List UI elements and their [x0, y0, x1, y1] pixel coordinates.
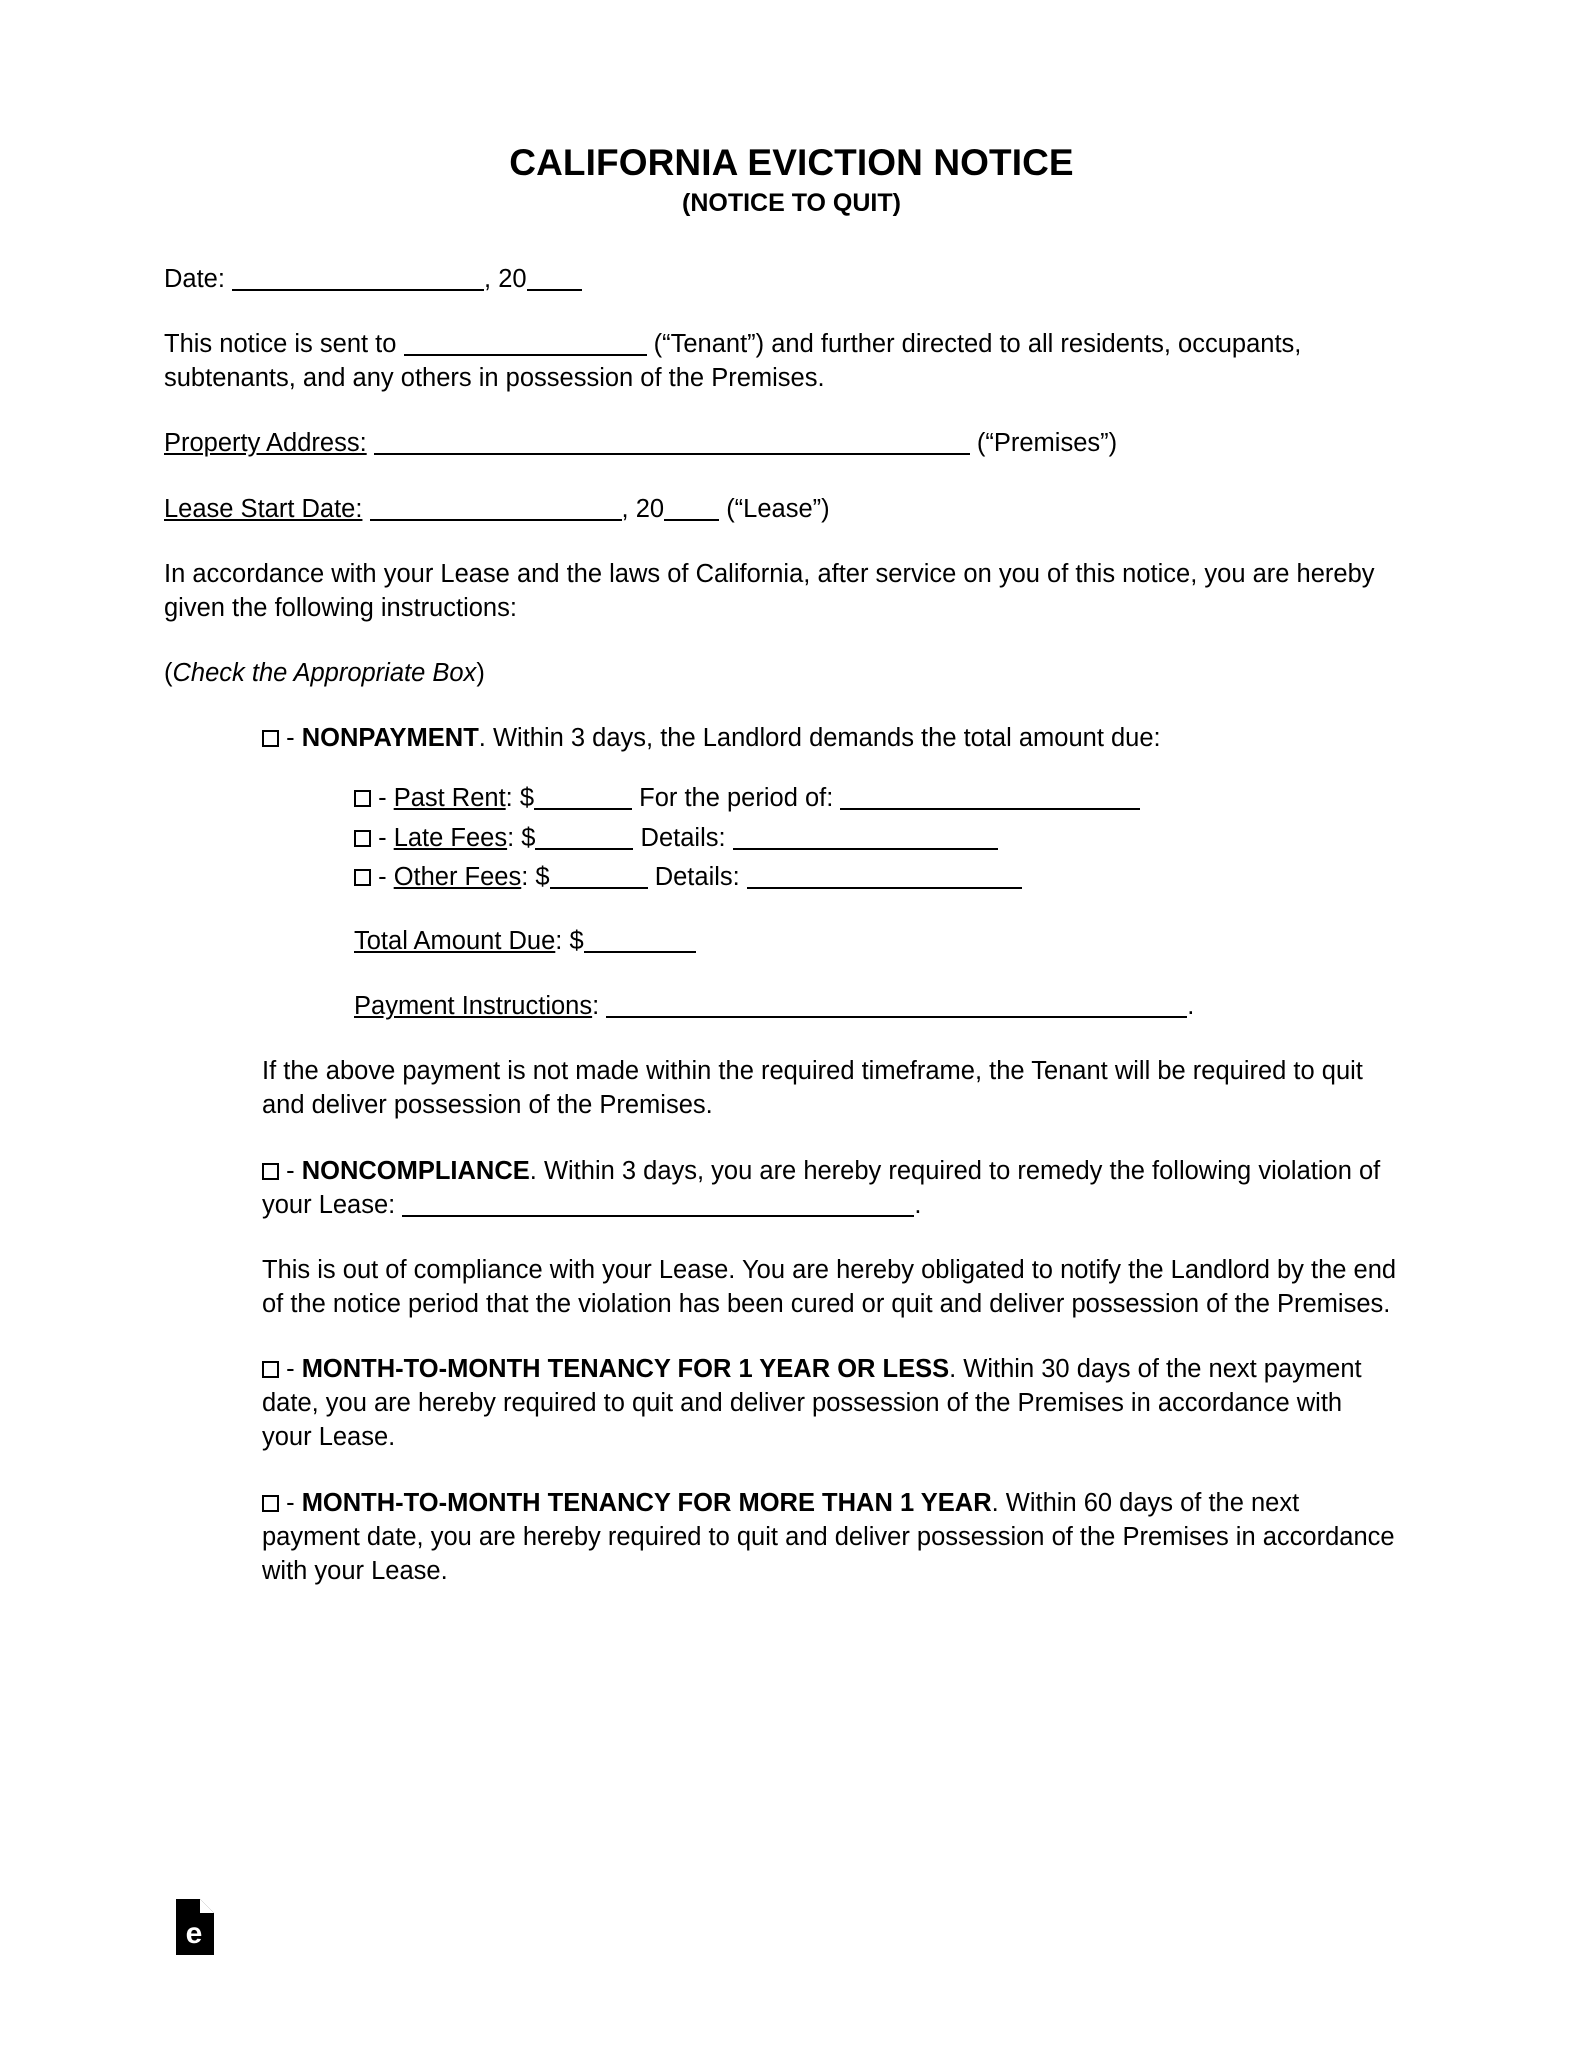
option-month-to-month-1-year-or-less[interactable] [262, 1352, 1398, 1454]
late-fees-details-blank[interactable] [733, 826, 998, 850]
tenant-name-blank[interactable] [404, 332, 647, 356]
fee-row-past-rent[interactable] [354, 786, 1398, 812]
lease-start-date-label: Lease Start Date: [164, 494, 363, 523]
lease-suffix: (“Lease”) [726, 494, 830, 523]
noncompliance-period: . [914, 1190, 922, 1219]
past-rent-period-blank[interactable] [840, 786, 1140, 810]
past-rent-dash: - [378, 784, 387, 813]
notice-sent-suffix: (“Tenant”) and further directed to all residents, occupants, subtenants, and any others in possession of the Premises. [164, 330, 1302, 393]
date-input-blank[interactable] [232, 267, 484, 291]
lease-year-prefix: , 20 [621, 494, 665, 523]
total-amount-due-label: Total Amount Due [354, 926, 556, 955]
page-title: CALIFORNIA EVICTION NOTICE [509, 142, 1074, 183]
lease-start-date-line [164, 492, 1398, 526]
payment-instructions-colon: : [592, 992, 600, 1021]
date-label: Date: [164, 265, 225, 293]
late-fees-label: Late Fees [393, 823, 508, 852]
past-rent-label: Past Rent [393, 784, 506, 813]
document-body [164, 262, 1398, 1619]
late-fees-dash: - [378, 823, 387, 852]
noncompliance-label: NONCOMPLIANCE [301, 1156, 530, 1185]
mtm-long-label: MONTH-TO-MONTH TENANCY FOR MORE THAN 1 YEAR [301, 1488, 992, 1517]
notice-sent-prefix: This notice is sent to [164, 330, 397, 359]
late-fees-colon-dollar: : $ [507, 823, 536, 852]
notice-recipient-paragraph [164, 327, 1398, 395]
logo-letter: e [185, 1917, 203, 1950]
total-amount-due-line [354, 924, 1398, 958]
mtm-short-dash: - [286, 1355, 295, 1384]
late-fees-detail-label: Details: [640, 823, 726, 852]
violation-description-blank[interactable] [402, 1193, 914, 1217]
checkbox-past-rent-icon[interactable] [354, 790, 371, 807]
checkbox-noncompliance-icon[interactable] [262, 1163, 279, 1180]
date-year-prefix: , 20 [484, 265, 527, 293]
checkbox-other-fees-icon[interactable] [354, 869, 371, 886]
mtm-long-text: . Within 60 days of the next payment date, you are hereby required to quit and deliver possession of the Premises in accordance with your Lease. [262, 1488, 1395, 1585]
payment-instructions-label: Payment Instructions [354, 992, 593, 1021]
document-page-icon [176, 1899, 214, 1955]
total-colon-dollar: : $ [555, 926, 584, 955]
past-rent-detail-label: For the period of: [639, 784, 834, 813]
checkbox-late-fees-icon[interactable] [354, 830, 371, 847]
payment-instructions-line [354, 989, 1398, 1023]
property-address-line [164, 426, 1398, 460]
mtm-long-dash: - [286, 1488, 295, 1517]
other-fees-amount-blank[interactable] [550, 865, 648, 889]
nonpayment-text: . Within 3 days, the Landlord demands the total amount due: [478, 724, 1161, 753]
mtm-short-text: . Within 30 days of the next payment date, you are hereby required to quit and deliver possession of the Premises in accordance with your Lease. [262, 1355, 1362, 1452]
other-fees-details-blank[interactable] [747, 865, 1022, 889]
noncompliance-dash: - [286, 1156, 295, 1185]
checkbox-nonpayment-icon[interactable] [262, 730, 279, 747]
other-fees-dash: - [378, 863, 387, 892]
other-fees-label: Other Fees [393, 863, 522, 892]
checkbox-month-to-month-more-than-1-year-icon[interactable] [262, 1495, 279, 1512]
check-box-instruction-italic: Check the Appropriate Box [172, 659, 477, 688]
mtm-short-label: MONTH-TO-MONTH TENANCY FOR 1 YEAR OR LESS [301, 1355, 950, 1384]
accordance-paragraph: In accordance with your Lease and the laws of California, after service on you of this notice, you are hereby given the following instructions: [164, 559, 1375, 622]
open-paren: ( [164, 659, 173, 688]
eforms-logo [176, 1899, 214, 1955]
title-block [0, 142, 1583, 218]
check-box-instruction [164, 656, 1398, 690]
premises-suffix: (“Premises”) [976, 429, 1118, 458]
lease-start-date-blank[interactable] [370, 497, 622, 521]
late-fees-amount-blank[interactable] [535, 826, 633, 850]
nonpayment-consequence-paragraph: If the above payment is not made within the required timeframe, the Tenant will be required to quit and deliver possession of the Premises. [262, 1057, 1363, 1120]
option-noncompliance[interactable] [262, 1154, 1398, 1222]
total-amount-due-blank[interactable] [584, 929, 696, 953]
date-line [164, 262, 1398, 296]
checkbox-month-to-month-1-year-icon[interactable] [262, 1361, 279, 1378]
page-subtitle: (NOTICE TO QUIT) [682, 189, 901, 218]
date-year-blank[interactable] [527, 267, 582, 291]
fee-row-late-fees[interactable] [354, 823, 1398, 852]
nonpayment-dash: - [286, 724, 295, 753]
past-rent-amount-blank[interactable] [534, 786, 632, 810]
nonpayment-label: NONPAYMENT [301, 724, 479, 753]
other-fees-colon-dollar: : $ [521, 863, 550, 892]
payment-instructions-blank[interactable] [606, 994, 1187, 1018]
option-month-to-month-more-than-1-year[interactable] [262, 1486, 1398, 1588]
noncompliance-followup-paragraph: This is out of compliance with your Lease. You are hereby obligated to notify the Landlord by the end of the notice period that the violation has been cured or quit and deliver possession of the Premises. [262, 1255, 1397, 1318]
nonpayment-fee-list [354, 786, 1398, 891]
close-paren: ) [476, 659, 485, 688]
lease-start-year-blank[interactable] [664, 497, 719, 521]
fee-row-other-fees[interactable] [354, 865, 1398, 891]
other-fees-detail-label: Details: [654, 863, 740, 892]
payment-instructions-period: . [1187, 992, 1195, 1021]
property-address-label: Property Address: [164, 429, 367, 458]
noncompliance-text: . Within 3 days, you are hereby required to remedy the following violation of your Lease: [262, 1156, 1381, 1219]
property-address-blank[interactable] [374, 431, 970, 455]
option-nonpayment[interactable] [262, 721, 1398, 755]
past-rent-colon-dollar: : $ [505, 784, 535, 813]
